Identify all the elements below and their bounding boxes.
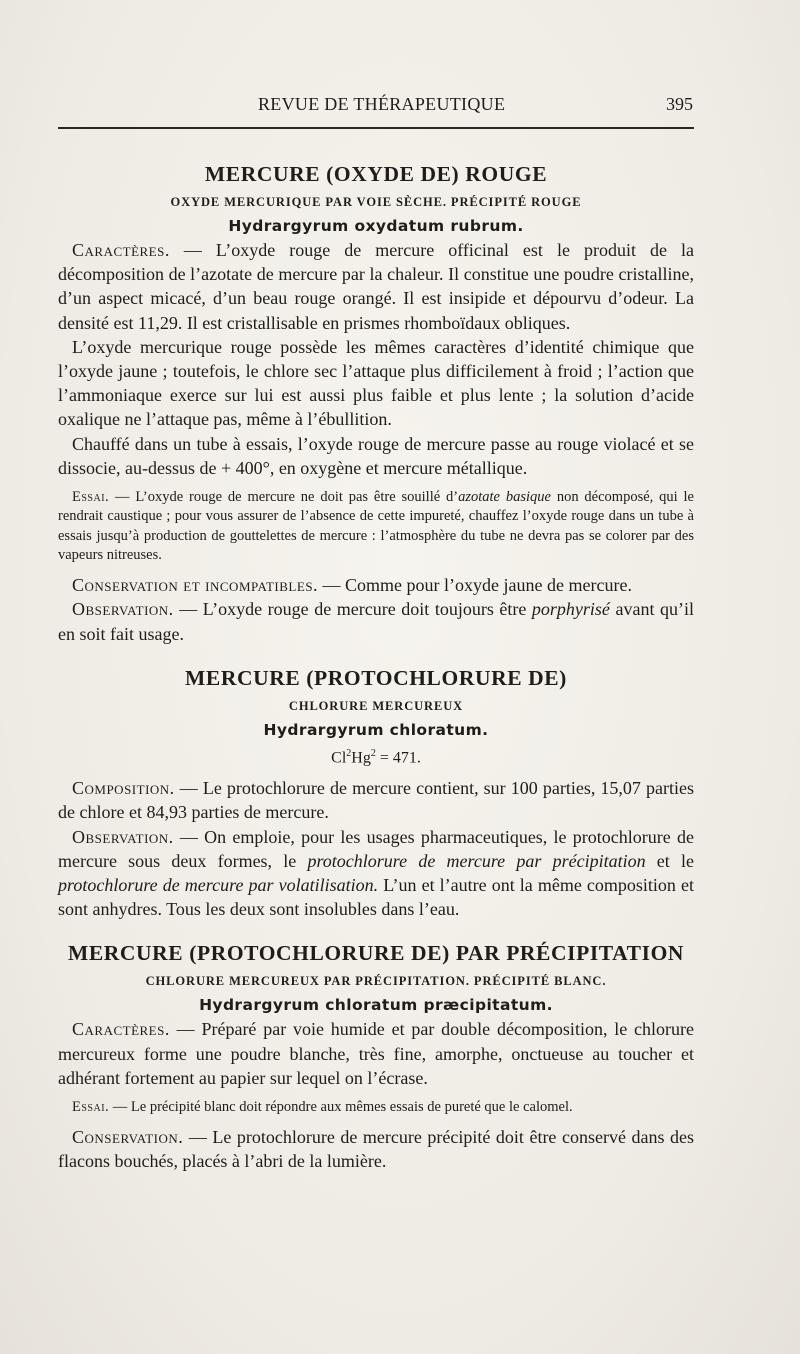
section-protochlorure xyxy=(58,664,694,922)
section-subtitle: CHLORURE MERCUREUX PAR PRÉCIPITATION. PRÉCIPITÉ BLANC. xyxy=(145,974,607,989)
page-content xyxy=(58,160,694,1174)
paragraph-essai xyxy=(58,1098,694,1117)
paragraph-label: Observation. xyxy=(72,826,174,847)
latin-name: Hydrargyrum oxydatum rubrum. xyxy=(228,217,524,235)
emphasis-text: protochlorure de mercure par précipitation xyxy=(307,850,646,871)
paragraph-text: — Le précipité blanc doit répondre aux mêmes essais de pureté que le calomel. xyxy=(109,1098,573,1115)
paragraph-label: Observation. xyxy=(72,599,174,620)
formula-part: = 471. xyxy=(375,749,421,767)
paragraph-text: — L’oxyde rouge de mercure officinal est le produit de la décomposition de l’azotate de mercure par la chaleur. Il constitue une poudre cristalline, d’un aspect micacé, d’un beau rouge orangé. Il est insipide et dépourvu d’odeur. La densité est 11,29. Il est cristallisable en prismes rhomboïdaux obliques. xyxy=(58,240,694,333)
paragraph-conservation xyxy=(58,573,694,597)
page-number: 395 xyxy=(666,94,693,114)
paragraph-text: — On emploie, pour les usages pharmaceutiques, le protochlorure de mercure sous deux formes, le xyxy=(58,826,694,871)
paragraph-text: et le xyxy=(645,850,694,871)
section-oxyde-rouge xyxy=(58,160,694,646)
header-rule xyxy=(58,127,694,129)
paragraph-text: — L’oxyde rouge de mercure ne doit pas être souillé d’ xyxy=(109,489,459,506)
section-subtitle: CHLORURE MERCUREUX xyxy=(288,698,464,713)
paragraph-observation xyxy=(58,825,694,922)
chemical-formula xyxy=(58,742,694,770)
paragraph-text: — Le protochlorure de mercure précipité doit être conservé dans des flacons bouchés, placés à l’abri de la lumière. xyxy=(58,1127,694,1172)
paragraph: L’oxyde mercurique rouge possède les mêmes caractères d’identité chimique que l’oxyde jaune ; toutefois, le chlore sec l’attaque plus difficilement à froid ; l’action que l’ammoniaque exerce sur lui est aussi plus faible et plus lente ; la solution d’acide oxalique ne l’attaque pas, même à l’ébullition. xyxy=(58,336,694,430)
emphasis-text: porphyrisé xyxy=(531,599,610,620)
section-title: MERCURE (OXYDE DE) ROUGE xyxy=(204,162,548,186)
running-title: REVUE DE THÉRAPEUTIQUE xyxy=(258,94,506,114)
formula-subscript: 2 xyxy=(346,747,352,759)
paragraph-caracteres xyxy=(58,238,694,335)
paragraph-label: Caractères. xyxy=(72,1019,170,1040)
paragraph: Chauffé dans un tube à essais, l’oxyde rouge de mercure passe au rouge violacé et se dissocie, au-dessus de + 400°, en oxygène et mercure métallique. xyxy=(58,433,694,478)
emphasis-text: azotate basique xyxy=(458,489,551,506)
section-subtitle: OXYDE MERCURIQUE PAR VOIE SÈCHE. PRÉCIPITÉ ROUGE xyxy=(170,195,582,209)
section-protochlorure-precipitation xyxy=(58,939,694,1173)
formula-part: Cl xyxy=(331,749,347,767)
paragraph-text: L’un et l’autre ont la même composition et sont anhydres. Tous les deux sont insolubles dans l’eau. xyxy=(58,874,694,920)
paragraph-essai xyxy=(58,488,694,565)
paragraph-text: — Le protochlorure de mercure contient, sur 100 parties, 15,07 parties de chlore et 84,93 parties de mercure. xyxy=(58,778,694,823)
paragraph-label: Composition. xyxy=(72,778,175,799)
paragraph-conservation xyxy=(58,1125,694,1173)
paragraph-label: Conservation. xyxy=(72,1127,184,1148)
paragraph-caracteres xyxy=(58,1017,694,1090)
latin-name: Hydrargyrum chloratum præcipitatum. xyxy=(199,996,553,1015)
latin-name: Hydrargyrum chloratum. xyxy=(263,720,489,739)
paragraph-text: — Comme pour l’oxyde jaune de mercure. xyxy=(318,575,632,596)
paragraph-text: avant qu’il en soit fait usage. xyxy=(58,599,694,644)
paragraph-label: Essai. xyxy=(72,1098,110,1115)
paragraph-text: non décomposé, qui le rendrait caustique ; pour vous assurer de l’absence de cette impureté, chauffez l’oxyde rouge dans un tube à essais jusqu’à production de gouttelettes de mercure : l’atmosphère du tube ne devra pas se colorer par des vapeurs nitreuses. xyxy=(58,489,694,563)
paragraph-observation xyxy=(58,597,694,645)
paragraph-label: Caractères. xyxy=(72,240,170,260)
paragraph-text: — L’oxyde rouge de mercure doit toujours être xyxy=(173,599,532,620)
section-title: MERCURE (PROTOCHLORURE DE) PAR PRÉCIPITATION xyxy=(67,941,685,966)
formula-part: Hg xyxy=(351,749,371,767)
paragraph-text: — Préparé par voie humide et par double décomposition, le chlorure mercureux forme une poudre blanche, très fine, amorphe, onctueuse au toucher et adhérant fortement au papier sur lequel on l’écrase. xyxy=(58,1019,694,1088)
formula-subscript: 2 xyxy=(370,747,376,759)
paragraph-label: Essai. xyxy=(72,489,110,506)
paragraph-composition xyxy=(58,776,694,824)
emphasis-text: protochlorure de mercure par volatilisation. xyxy=(58,874,379,895)
paragraph-label: Conservation et incompatibles. xyxy=(72,575,319,596)
page-header xyxy=(0,94,800,118)
section-title: MERCURE (PROTOCHLORURE DE) xyxy=(185,665,567,690)
